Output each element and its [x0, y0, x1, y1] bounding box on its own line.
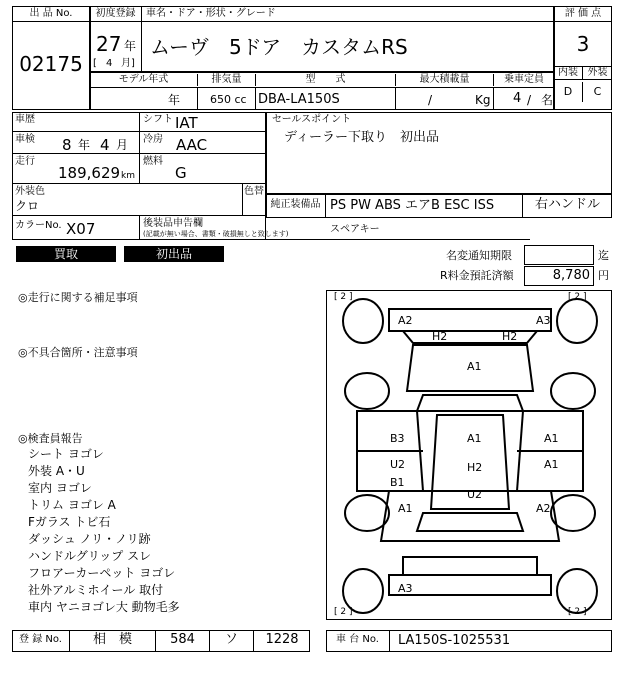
aftermarket-value: スペアキー: [330, 224, 380, 235]
mileage-value: 189,629: [58, 164, 121, 182]
wheel-front-left: [343, 299, 383, 343]
capacity-unit: 名: [541, 93, 554, 107]
mark-left-rear-quarter: A1: [398, 502, 413, 515]
max-load-slash: /: [428, 93, 433, 107]
handle-value: 右ハンドル: [522, 194, 612, 218]
first-reg-year: 27: [96, 32, 122, 56]
displacement-value: 650 cc: [210, 93, 247, 106]
genuine-label: 純正装備品: [266, 194, 326, 218]
interior-grade: D: [554, 82, 583, 102]
mark-front-bumper-right: A3: [536, 314, 551, 327]
mark-windshield: A1: [467, 432, 482, 445]
corner-tl: [ 2 ]: [334, 292, 353, 302]
mark-rear-bumper: A3: [398, 582, 413, 595]
shaken-month: 4: [100, 136, 110, 154]
mark-roof: H2: [467, 461, 483, 474]
mark-roof-rear: U2: [467, 488, 483, 501]
mark-right-front-fender: A1: [544, 432, 559, 445]
chassis-number: LA150S-1025531: [398, 633, 511, 648]
history-label: 車歴: [15, 114, 35, 125]
registration-number: 1228: [265, 632, 299, 647]
shaken-month-unit: 月: [116, 138, 129, 152]
aftermarket-note: (記載が無い場合、書類・破損無しと致します): [143, 230, 289, 238]
ac-label: 冷房: [143, 134, 163, 145]
month-unit: 月]: [121, 58, 135, 69]
type-label: 型 式: [256, 74, 396, 86]
rear-bumper: [389, 575, 551, 595]
interior-label: 内装: [554, 66, 583, 80]
ac-value: AAC: [176, 136, 208, 154]
inspector-line: シート ヨゴレ: [28, 447, 104, 461]
inspector-line: ハンドルグリップ スレ: [28, 549, 152, 563]
mark-left-front-door: U2: [390, 458, 406, 471]
wheel-side-right-rear: [551, 495, 595, 531]
displacement-label: 排気量: [198, 74, 256, 86]
inspector-line: フロアーカーペット ヨゴレ: [28, 566, 176, 580]
sales-point-value: ディーラー下取り 初出品: [284, 130, 439, 145]
corner-tr: [ 2 ]: [568, 292, 587, 302]
aftermarket-label: 後装品申告欄: [143, 218, 203, 229]
color-no-value: X07: [66, 220, 96, 238]
model-year-unit: 年: [168, 93, 181, 107]
color-label: 外装色: [15, 186, 45, 197]
type-value: DBA-LA150S: [258, 92, 340, 107]
registration-class: 584: [156, 630, 210, 652]
color-no-label: カラーNo.: [15, 220, 62, 231]
inspector-label: ◎検査員報告: [18, 432, 83, 445]
fuel-value: G: [175, 164, 187, 182]
mark-front-bumper-left: A2: [398, 314, 413, 327]
front-bumper: [389, 309, 551, 331]
genuine-items: PS PW ABS エアB ESC ISS: [330, 198, 495, 213]
year-unit: 年: [124, 39, 137, 53]
max-load-unit: Kg: [475, 93, 491, 107]
inspector-line: Fガラス トビ石: [28, 515, 111, 529]
mark-headlight-right: H2: [502, 330, 518, 343]
car-outline: [327, 291, 613, 621]
chassis-label: 車 台 No.: [326, 630, 390, 652]
wheel-front-right: [557, 299, 597, 343]
inspector-line: 社外アルミホイール 取付: [28, 583, 164, 597]
mark-left-front-fender: B3: [390, 432, 405, 445]
first-reg-month-open: [: [93, 58, 97, 69]
mark-hood: A1: [467, 360, 482, 373]
max-load-label: 最大積載量: [396, 74, 494, 86]
fuel-label: 燃料: [143, 156, 163, 167]
exterior-label: 外装: [583, 66, 612, 80]
exterior-grade: C: [593, 85, 602, 98]
shaken-year-unit: 年: [78, 138, 91, 152]
lot-label: 出 品 No.: [12, 6, 90, 22]
rating-value: 3: [576, 32, 590, 56]
shaken-year: 8: [62, 136, 72, 154]
recycle-value: 8,780: [552, 268, 590, 283]
corner-br: [ 2 ]: [568, 607, 587, 617]
car-name: ムーヴ 5ドア カスタムRS: [150, 35, 408, 59]
driving-notes-label: ◎走行に関する補足事項: [18, 291, 138, 304]
registration-kana: ソ: [210, 630, 254, 652]
registration-label: 登 録 No.: [12, 630, 70, 652]
rating-label: 評 価 点: [554, 6, 612, 22]
mark-right-rear-quarter: A2: [536, 502, 551, 515]
wheel-side-left-front: [345, 373, 389, 409]
recolor-label: 色替: [244, 186, 264, 197]
inspector-line: 車内 ヤニヨゴレ大 動物毛多: [28, 600, 180, 614]
car-diagram: [326, 290, 612, 620]
inspector-line: ダッシュ ノリ・ノリ跡: [28, 532, 151, 546]
mileage-label: 走行: [15, 156, 35, 167]
corner-bl: [ 2 ]: [334, 607, 353, 617]
recycle-label: R料金預託済額: [440, 269, 514, 282]
shift-value: IAT: [175, 114, 198, 132]
shaken-label: 車検: [15, 134, 35, 145]
name-change-label: 名変通知期限: [446, 249, 512, 262]
first-reg-label: 初度登録: [90, 6, 142, 22]
first-reg-month: 4: [106, 58, 113, 69]
recycle-unit: 円: [598, 269, 609, 282]
name-change-unit: 迄: [598, 249, 609, 262]
inspector-line: トリム ヨゴレ A: [28, 498, 116, 512]
wheel-side-left-rear: [345, 495, 389, 531]
sales-point-label: セールスポイント: [272, 114, 352, 125]
mark-right-front-door: A1: [544, 458, 559, 471]
shift-label: シフト: [143, 114, 173, 125]
registration-area: 相 模: [70, 630, 156, 652]
name-change-box: [524, 245, 594, 265]
color-value: クロ: [15, 199, 40, 213]
defects-label: ◎不具合箇所・注意事項: [18, 346, 138, 359]
inspector-line: 室内 ヨゴレ: [28, 481, 92, 495]
purchase-badge: 買取: [16, 246, 116, 262]
inspector-line: 外装 A・U: [28, 464, 85, 478]
mark-headlight-left: H2: [432, 330, 448, 343]
first-listing-badge: 初出品: [124, 246, 224, 262]
mark-left-front-door-2: B1: [390, 476, 405, 489]
model-year-label: モデル年式: [90, 74, 198, 86]
car-name-label: 車名・ドア・形状・グレード: [142, 6, 554, 22]
mileage-unit: km: [121, 171, 135, 181]
lot-number: 02175: [19, 52, 83, 76]
capacity-label: 乗車定員: [504, 74, 544, 85]
wheel-side-right-front: [551, 373, 595, 409]
inspector-notes: [28, 446, 180, 616]
capacity-slash: /: [527, 93, 532, 107]
capacity-value: 4: [513, 91, 522, 106]
